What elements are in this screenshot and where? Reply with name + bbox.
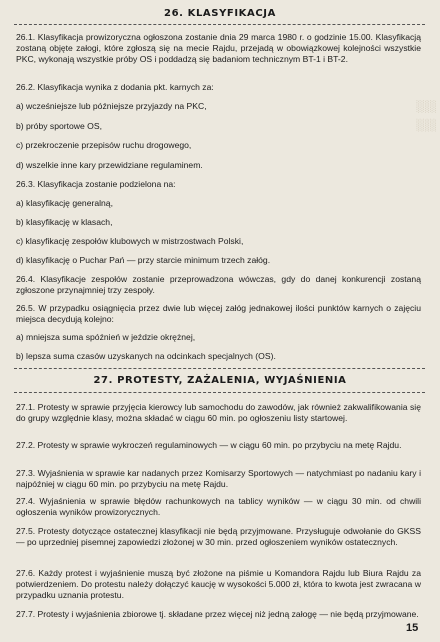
- section-27-bottom-divider: [14, 392, 425, 393]
- list-item-26-2-b: b) próby sportowe OS,: [16, 121, 102, 131]
- section-26-heading: 26. KLASYFIKACJA: [164, 8, 276, 19]
- paragraph-26-1: 26.1. Klasyfikacja prowizoryczna ogłoszona zostanie dnia 29 marca 1980 r. o godzinie 15.00. Klasyfikacją zostaną objęte załogi, które zgłoszą się na mecie Rajdu, przejadą w obowiązkowej kolejności wszystkie PKC, wykonają wszystkie próby OS i poddadzą się badaniom technicznym BT-1 i BT-2.: [16, 32, 421, 64]
- background-watermark: ▒▒: [417, 100, 437, 138]
- list-item-26-2-c: c) przekroczenie przepisów ruchu drogowego,: [16, 140, 192, 150]
- list-item-26-3-a: a) klasyfikację generalną,: [16, 198, 113, 208]
- paragraph-27-2: 27.2. Protesty w sprawie wykroczeń regulaminowych — w ciągu 60 min. po przybyciu na metę Rajdu.: [16, 440, 402, 450]
- paragraph-27-5: 27.5. Protesty dotyczące ostatecznej klasyfikacji nie będą przyjmowane. Przysługuje odwołanie do GKSS — po uprzedniej pisemnej zapowiedzi złożonej w 30 min. przed ogłoszeniem wyników ostatecznych.: [16, 526, 421, 547]
- list-item-26-5-a: a) mniejsza suma spóźnień w jeździe okrężnej,: [16, 332, 196, 342]
- list-item-26-5-b: b) lepsza suma czasów uzyskanych na odcinkach specjalnych (OS).: [16, 351, 276, 361]
- list-item-26-2-d: d) wszelkie inne kary przewidziane regulaminem.: [16, 160, 203, 170]
- paragraph-27-6: 27.6. Każdy protest i wyjaśnienie muszą być złożone na piśmie u Komandora Rajdu lub Biura Rajdu za potwierdzeniem. Do protestu należy dołączyć kaucję w wysokości 5.000 zł, która to kwota jest zwracana w przypadku uznania protestu.: [16, 568, 421, 600]
- list-item-26-3-c: c) klasyfikację zespołów klubowych w mistrzostwach Polski,: [16, 236, 244, 246]
- page-number: 15: [406, 622, 419, 634]
- paragraph-26-5: 26.5. W przypadku osiągnięcia przez dwie lub więcej załóg jednakowej ilości punktów karnych o zajęciu miejsca decydują kolejno:: [16, 303, 421, 324]
- list-item-26-3-d: d) klasyfikację o Puchar Pań — przy starcie minimum trzech załóg.: [16, 255, 271, 265]
- paragraph-27-3: 27.3. Wyjaśnienia w sprawie kar nadanych przez Komisarzy Sportowych — natychmiast po nadaniu kary i najpóźniej w ciągu 60 min. po przybyciu na metę Rajdu.: [16, 468, 421, 489]
- list-item-26-3-b: b) klasyfikację w klasach,: [16, 217, 113, 227]
- section-27-heading: 27. PROTESTY, ZAŻALENIA, WYJAŚNIENIA: [93, 375, 347, 386]
- paragraph-27-7: 27.7. Protesty i wyjaśnienia zbiorowe tj. składane przez więcej niż jedną załogę — nie będą przyjmowane.: [16, 609, 419, 619]
- paragraph-26-4: 26.4. Klasyfikacje zespołów zostanie przeprowadzona wówczas, gdy do danej konkurencji zostaną zgłoszone przynajmniej trzy zespoły.: [16, 274, 421, 295]
- section-27-top-divider: [14, 368, 425, 369]
- paragraph-27-1: 27.1. Protesty w sprawie przyjęcia kierowcy lub samochodu do zawodów, jak również zakwalifikowania się do grupy względnie klasy, można składać w ciągu 60 min. po ogłoszeniu listy startowej.: [16, 402, 421, 423]
- section-26-top-divider: [14, 24, 425, 25]
- paragraph-26-3: 26.3. Klasyfikacja zostanie podzielona na:: [16, 179, 176, 189]
- list-item-26-2-a: a) wcześniejsze lub późniejsze przyjazdy na PKC,: [16, 101, 207, 111]
- paragraph-27-4: 27.4. Wyjaśnienia w sprawie błędów rachunkowych na tablicy wyników — w ciągu 30 min. od chwili ogłoszenia wyników prowizorycznych.: [16, 496, 421, 517]
- paragraph-26-2: 26.2. Klasyfikacja wynika z dodania pkt. karnych za:: [16, 82, 214, 92]
